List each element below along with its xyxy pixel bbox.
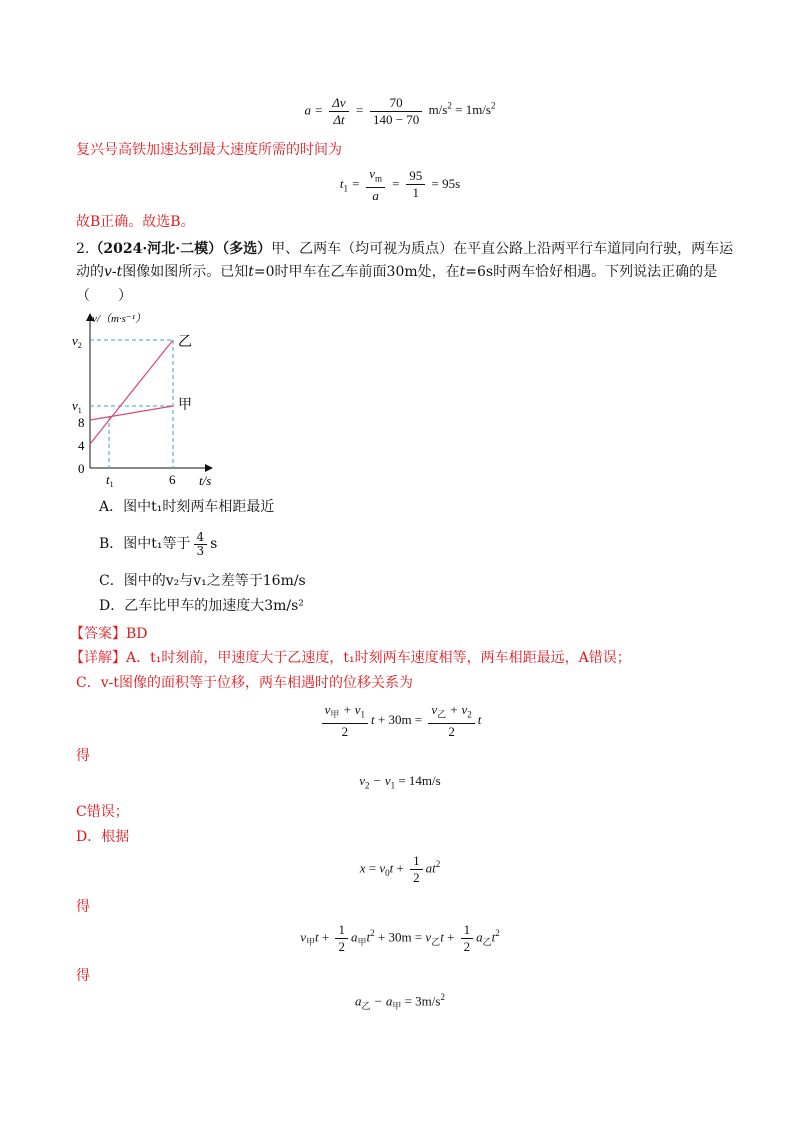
- text-de-1: 得: [76, 748, 90, 764]
- equation-displacement: $\frac{v_甲 + v_1}{2}$ t + 30m = $\frac{v_乙 + v_2}{2}$ t: [0, 702, 800, 740]
- equation-meeting: $v_甲t$ + $\frac{1}{2}$ $a_甲t^2 + 30m = v_乙t$ + $\frac{1}{2}$ $a_乙t^2$: [300, 922, 500, 954]
- question-line-1: [76, 240, 733, 258]
- question-text: 动的: [76, 264, 104, 280]
- question-text: 图像如图所示。已知: [122, 264, 249, 280]
- answer: 【答案】BD: [70, 626, 148, 642]
- eq-numerator: 70: [370, 95, 422, 112]
- explain-d: D．根据: [76, 829, 130, 845]
- eq-symbol: a: [304, 102, 311, 118]
- question-text: 甲、乙两车（均可视为质点）在平直公路上沿两平行车道同向行驶，两车运: [271, 241, 734, 257]
- option-d: D．乙车比甲车的加速度大3m/s²: [99, 598, 304, 614]
- eq-numerator: Δv: [329, 95, 348, 112]
- question-text: =6s时两车恰好相遇。下列说法正确的是: [465, 264, 718, 280]
- label-6: 6: [169, 472, 176, 487]
- eq-result: = 95s: [431, 175, 461, 191]
- question-line-2: [76, 263, 717, 281]
- line-jia: [90, 406, 173, 420]
- eq-subscript: m: [375, 173, 383, 184]
- eq-result: = 1m/s: [455, 102, 491, 118]
- line-yi: [90, 340, 173, 444]
- option-a: A．图中t₁时刻两车相距最近: [99, 499, 275, 515]
- question-number: 2.: [76, 241, 90, 257]
- eq-denominator: a: [372, 187, 379, 203]
- text-c-wrong: C错误；: [76, 804, 129, 820]
- eq-numerator: v: [369, 166, 375, 181]
- equation-kinematics: $x = v_0t$ + $\frac{1}{2}$ $at^2$: [359, 853, 441, 885]
- eq-numerator: 95: [406, 168, 425, 185]
- eq-symbol: t: [339, 175, 344, 191]
- y-axis-label: v/（m·s⁻¹）: [92, 313, 147, 325]
- question-source: （2024·河北·二模）: [89, 241, 223, 257]
- eq-unit: m/s: [428, 102, 448, 118]
- eq-denominator: 1: [412, 185, 420, 201]
- eq-numerator: 4: [194, 531, 208, 545]
- eq-denominator: Δt: [333, 112, 345, 127]
- explain-a: 【详解】A．t₁时刻前，甲速度大于乙速度，t₁时刻两车速度相等，两车相距最远，A错误；: [70, 650, 631, 666]
- equation-time: $t_1$ = $\frac{v_m}{a}$ = $\frac{95}{1}$ = 95s: [339, 166, 461, 203]
- option-c: C．图中的v₂与v₁之差等于16m/s: [99, 573, 306, 589]
- question-text: t: [248, 264, 254, 280]
- label-0: 0: [78, 461, 85, 476]
- question-paren: （ ）: [76, 288, 132, 304]
- text-de-3: 得: [76, 968, 90, 984]
- option-b-unit: s: [210, 536, 218, 552]
- text-conclusion: 故B正确。故选B。: [76, 214, 195, 230]
- question-text: v-t: [104, 264, 123, 280]
- question-text: =0时甲车在乙车前面30m处，在: [253, 264, 460, 280]
- explain-c: C．v-t图像的面积等于位移，两车相遇时的位移关系为: [76, 675, 413, 691]
- option-b-text: B．图中t₁等于: [99, 536, 191, 552]
- question-text: t: [459, 264, 466, 280]
- vt-graph: [66, 308, 226, 488]
- eq-subscript: 1: [343, 183, 348, 194]
- label-8: 8: [78, 415, 85, 430]
- equation-acceleration: a = $\frac{\Delta v}{\Delta t}$ = $\frac{70}{140 - 70}$ $m/s^2 = 1m/s^2$: [304, 95, 496, 127]
- x-axis-label: t/s: [199, 473, 212, 488]
- question-type: （多选）: [222, 241, 272, 257]
- eq-denominator: 140 − 70: [372, 112, 420, 127]
- label-v2: $v_2$: [72, 333, 82, 350]
- label-jia: 甲: [178, 398, 192, 413]
- text-time-intro: 复兴号高铁加速达到最大速度所需的时间为: [76, 142, 342, 158]
- label-t1: $t_1$: [106, 472, 114, 488]
- equation-diff: $v_2 - v_1 = 14m/s$: [359, 773, 441, 791]
- text-de-2: 得: [76, 899, 90, 915]
- option-b: [99, 530, 217, 558]
- label-4: 4: [78, 438, 85, 453]
- label-v1: $v_1$: [72, 398, 82, 415]
- label-yi: 乙: [178, 335, 192, 350]
- eq-denominator: 3: [196, 543, 205, 558]
- equation-accel-diff: $a_乙 - a_甲 = 3m/s^2$: [355, 992, 445, 1011]
